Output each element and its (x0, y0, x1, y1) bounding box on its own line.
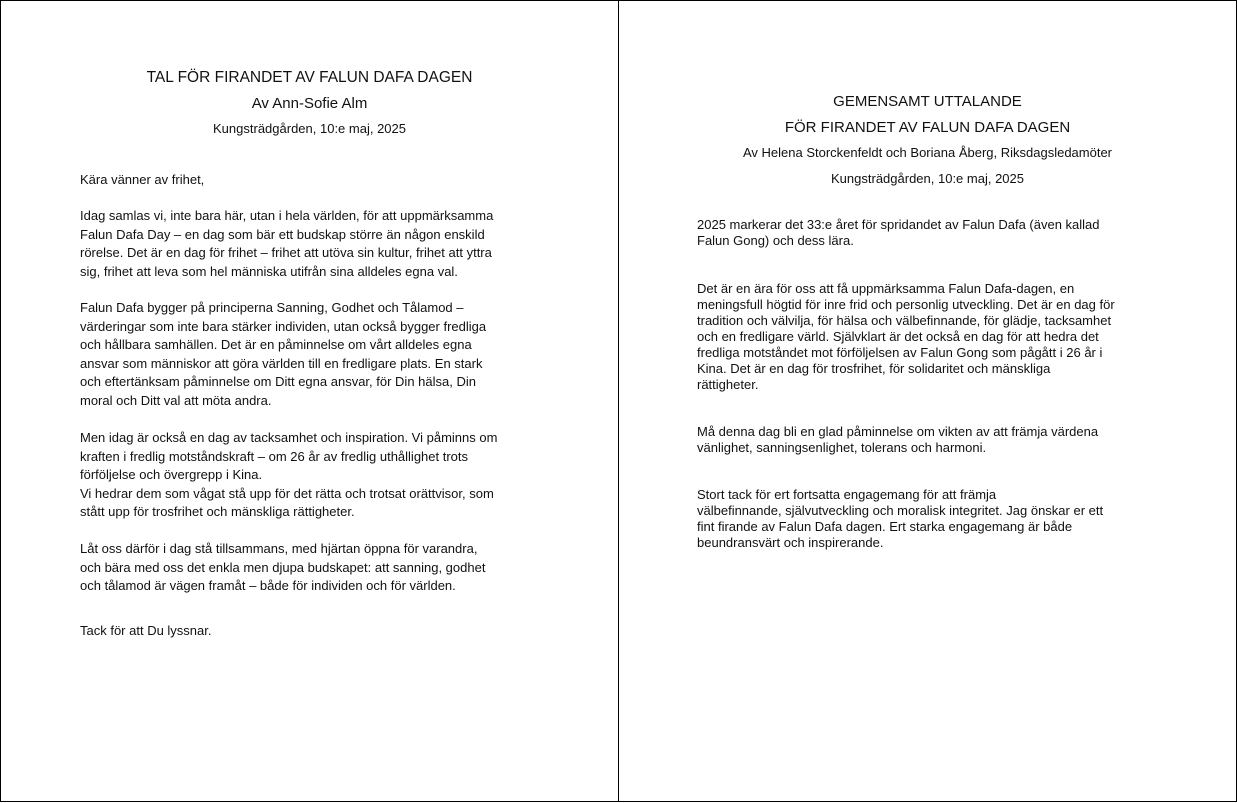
speech-paragraph-2 (80, 299, 486, 410)
paragraph-line: tradition och välvilja, för hälsa och välbefinnande, för glädje, tacksamhet (697, 313, 1112, 328)
paragraph-line: Må denna dag bli en glad påminnelse om vikten av att främja värdena (697, 424, 1099, 439)
right-page (619, 0, 1236, 800)
paragraph-line: Falun Dafa Day – en dag som bär ett budskap större än någon enskild (80, 226, 485, 242)
paragraph-line: rörelse. Det är en dag för frihet – frihet att utöva sin kultur, frihet att yttra (80, 245, 492, 260)
statement-place-date: Kungsträdgården, 10:e maj, 2025 (831, 171, 1024, 186)
speech-title: TAL FÖR FIRANDET AV FALUN DAFA DAGEN (146, 69, 473, 86)
paragraph-line: rättigheter. (697, 377, 759, 392)
speech-paragraph-3 (80, 429, 497, 522)
paragraph-line: fredliga motståndet mot förföljelsen av Falun Gong som pågått i 26 år i (697, 345, 1103, 360)
paragraph-line: och en fredligare värld. Självklart är det också en dag för att hedra det (697, 329, 1099, 344)
paragraph-line: moral och Ditt val att möta andra. (80, 392, 272, 408)
paragraph-line: välbefinnande, självutveckling och moralisk integritet. Jag önskar er ett (697, 503, 1104, 518)
paragraph-line: värderingar som inte bara stärker individen, utan också bygger fredliga (80, 318, 487, 334)
statement-paragraph-4 (697, 487, 1103, 551)
statement-title-line-1: GEMENSAMT UTTALANDE (833, 93, 1022, 110)
paragraph-line: och eftertänksam påminnelse om Ditt egna ansvar, för Din hälsa, Din (80, 374, 476, 389)
left-page (1, 0, 618, 800)
paragraph-line: sig, frihet att leva som hel människa utifrån sina alldeles egna val. (80, 263, 458, 279)
speech-author: Av Ann-Sofie Alm (251, 95, 368, 112)
paragraph-line: Stort tack för ert fortsatta engagemang för att främja (697, 487, 997, 502)
paragraph-line: och tålamod är vägen framåt – både för individen och för världen. (80, 578, 456, 593)
paragraph-line: och bära med oss det enkla men djupa budskapet: att sanning, godhet (80, 559, 486, 575)
paragraph-line: Falun Dafa bygger på principerna Sanning, Godhet och Tålamod – (80, 300, 464, 315)
paragraph-line: vänlighet, sanningsenlighet, tolerans och harmoni. (697, 440, 987, 455)
statement-title-line-2: FÖR FIRANDET AV FALUN DAFA DAGEN (784, 119, 1071, 136)
paragraph-line: Vi hedrar dem som vågat stå upp för det rätta och trotsat orättvisor, som (80, 485, 494, 501)
statement-authors: Av Helena Storckenfeldt och Boriana Åberg, Riksdagsledamöter (742, 145, 1113, 160)
statement-paragraph-3 (697, 424, 1098, 456)
paragraph-line: Det är en ära för oss att få uppmärksamma Falun Dafa-dagen, en (697, 281, 1075, 296)
speech-paragraph-1 (80, 207, 493, 281)
paragraph-line: stått upp för trosfrihet och mänskliga rättigheter. (80, 504, 355, 519)
paragraph-line: Kina. Det är en dag för trosfrihet, för solidaritet och mänskliga (697, 361, 1051, 376)
paragraph-line: Låt oss därför i dag stå tillsammans, med hjärtan öppna för varandra, (80, 541, 478, 556)
speech-paragraph-4 (80, 540, 485, 596)
paragraph-line: meningsfull högtid för inre frid och personlig utveckling. Det är en dag för (697, 297, 1115, 312)
speech-closing: Tack för att Du lyssnar. (80, 623, 212, 638)
paragraph-line: Falun Gong) och dess lära. (697, 233, 854, 248)
paragraph-line: beundransvärt och inspirerande. (697, 535, 884, 550)
speech-greeting: Kära vänner av frihet, (80, 172, 205, 187)
paragraph-line: 2025 markerar det 33:e året för spridandet av Falun Dafa (även kallad (697, 217, 1100, 232)
statement-paragraph-1 (697, 217, 1100, 249)
paragraph-line: förföljelse och övergrepp i Kina. (80, 467, 263, 482)
speech-place-date: Kungsträdgården, 10:e maj, 2025 (213, 121, 406, 136)
paragraph-line: Idag samlas vi, inte bara här, utan i hela världen, för att uppmärksamma (80, 208, 494, 223)
statement-paragraph-2 (697, 281, 1115, 393)
paragraph-line: fint firande av Falun Dafa dagen. Ert starka engagemang är både (697, 519, 1073, 534)
paragraph-line: Men idag är också en dag av tacksamhet och inspiration. Vi påminns om (80, 430, 498, 445)
paragraph-line: kraften i fredlig motståndskraft – om 26 år av fredlig uthållighet trots (80, 448, 469, 464)
paragraph-line: och hållbara samhällen. Det är en påminnelse om vårt alldeles egna (80, 337, 472, 352)
paragraph-line: ansvar som människor att göra världen till en fredligare plats. En stark (80, 355, 483, 371)
